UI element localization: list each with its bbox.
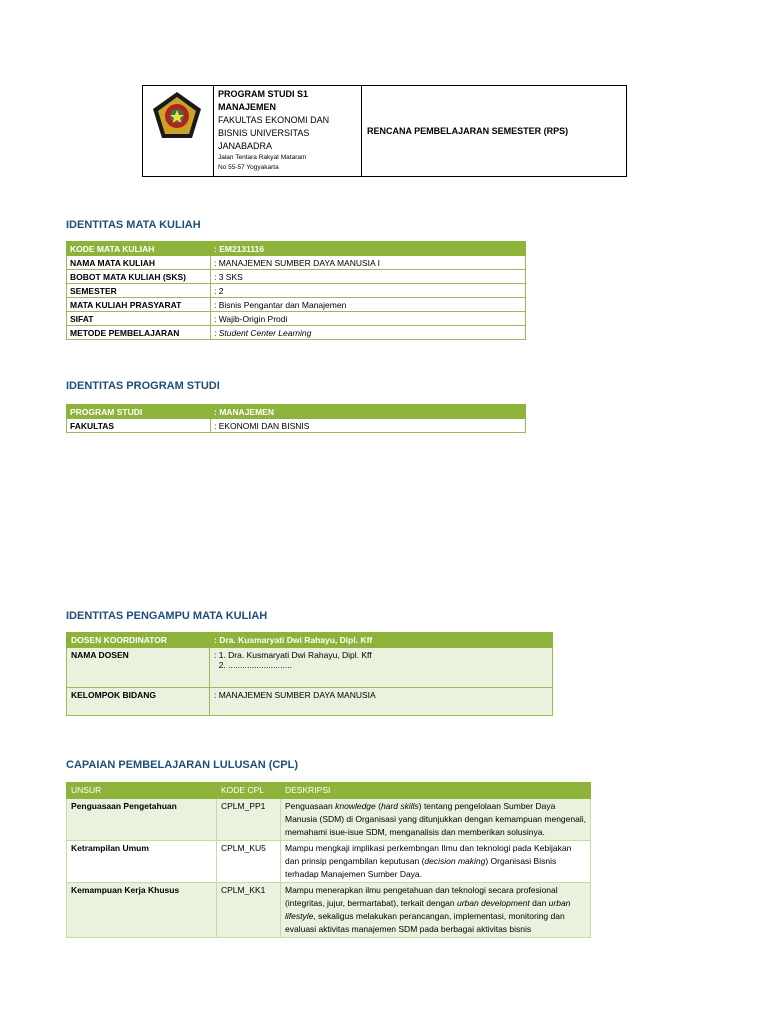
row-label: METODE PEMBELAJARAN	[67, 326, 211, 340]
row-value: : Dra. Kusmaryati Dwi Rahayu, Dipl. Kff	[210, 633, 553, 648]
row-value	[210, 648, 553, 688]
table-header-row	[67, 783, 591, 799]
program-line-2: MANAJEMEN	[218, 102, 277, 112]
table-row	[67, 270, 526, 284]
column-header: UNSUR	[67, 783, 217, 799]
cpl-deskripsi	[281, 883, 591, 938]
row-label: NAMA MATA KULIAH	[67, 256, 211, 270]
cpl-deskripsi	[281, 799, 591, 841]
row-label: MATA KULIAH PRASYARAT	[67, 298, 211, 312]
faculty-line-3: JANABADRA	[218, 141, 273, 151]
identitas-pengampu-table	[66, 632, 553, 716]
text-run: Mampu menerapkan ilmu pengetahuan dan teknologi secara profesional (integritas, jujur, bermartabat), terkait dengan	[285, 885, 558, 908]
row-label: KODE MATA KULIAH	[67, 242, 211, 256]
table-row	[67, 298, 526, 312]
table-row	[67, 841, 591, 883]
text-run-italic: urban development	[456, 898, 530, 908]
cpl-heading: CAPAIAN PEMBELAJARAN LULUSAN (CPL)	[66, 759, 299, 771]
row-value	[211, 326, 526, 340]
table-row	[67, 419, 526, 433]
row-value: : EM2131116	[211, 242, 526, 256]
document-title: RENCANA PEMBELAJARAN SEMESTER (RPS)	[367, 126, 569, 136]
text-run: ) Organisasi Bisnis terhadap Manajemen Sumber Daya.	[285, 856, 557, 879]
cpl-table	[66, 782, 591, 938]
row-value: : Bisnis Pengantar dan Manajemen	[211, 298, 526, 312]
table-row	[67, 799, 591, 841]
faculty-line-1: FAKULTAS EKONOMI DAN	[218, 115, 330, 125]
cpl-kode: CPLM_PP1	[217, 799, 281, 841]
row-value: : MANAJEMEN	[211, 405, 526, 419]
value-italic: Student Center Learning	[218, 327, 312, 338]
row-label: DOSEN KOORDINATOR	[67, 633, 210, 648]
table-row	[67, 883, 591, 938]
logo-cell	[143, 86, 214, 176]
row-label: NAMA DOSEN	[67, 648, 210, 688]
identitas-pengampu-heading: IDENTITAS PENGAMPU MATA KULIAH	[66, 610, 268, 622]
identitas-prodi-heading: IDENTITAS PROGRAM STUDI	[66, 380, 220, 392]
row-value: : 3 SKS	[211, 270, 526, 284]
row-label: FAKULTAS	[67, 419, 211, 433]
row-label: SIFAT	[67, 312, 211, 326]
cpl-kode: CPLM_KK1	[217, 883, 281, 938]
row-label: SEMESTER	[67, 284, 211, 298]
table-row	[67, 633, 553, 648]
identitas-prodi-table	[66, 404, 526, 433]
text-run: (	[375, 801, 381, 811]
text-run: Penguasaan	[285, 801, 336, 811]
row-label: KELOMPOK BIDANG	[67, 688, 210, 716]
institution-cell	[214, 86, 362, 176]
text-run: , sekaligus melakukan perancangan, implementasi, monitoring dan evaluasi aktivitas manajemen SDM pada berbagai aktivitas bisnis	[285, 911, 565, 934]
row-label: BOBOT MATA KULIAH (SKS)	[67, 270, 211, 284]
text-run-italic: knowledge	[335, 801, 376, 811]
address-line-2: No 55-57 Yogyakarta	[218, 164, 279, 171]
value-prefix: :	[214, 327, 219, 338]
faculty-line-2: BISNIS UNIVERSITAS	[218, 128, 310, 138]
identitas-mk-heading: IDENTITAS MATA KULIAH	[66, 219, 201, 231]
title-cell	[363, 86, 626, 176]
text-run-italic: decision making	[424, 856, 486, 866]
row-label: PROGRAM STUDI	[67, 405, 211, 419]
text-run-italic: hard skills	[380, 801, 419, 811]
table-row	[67, 284, 526, 298]
row-value: : MANAJEMEN SUMBER DAYA MANUSIA I	[211, 256, 526, 270]
table-row	[67, 648, 553, 688]
text-run: dan	[529, 898, 549, 908]
column-header: DESKRIPSI	[281, 783, 591, 799]
table-row	[67, 326, 526, 340]
program-line-1: PROGRAM STUDI S1	[218, 89, 309, 99]
cpl-kode: CPLM_KU5	[217, 841, 281, 883]
cpl-unsur: Ketrampilan Umum	[67, 841, 217, 883]
lecturer-2: 2. ...........................	[214, 660, 292, 670]
text-run-italic: urban lifestyle	[285, 898, 571, 921]
cpl-unsur: Penguasaan Pengetahuan	[67, 799, 217, 841]
cpl-unsur: Kemampuan Kerja Khusus	[67, 883, 217, 938]
university-seal-icon	[149, 89, 205, 145]
lecturer-1: : 1. Dra. Kusmaryati Dwi Rahayu, Dipl. Kff	[214, 650, 372, 660]
address-line-1: Jalan Tentara Rakyat Mataram	[218, 154, 307, 161]
column-header: KODE CPL	[217, 783, 281, 799]
table-row	[67, 405, 526, 419]
text-run: ) tentang pengelolaan Sumber Daya Manusia (SDM) di Organisasi yang ditunjukkan dengan kemampuan mengenali, memahami isue-isue SDM, menganalisis dan memberikan solusinya.	[285, 801, 586, 837]
text-run: Mampu mengkaji implikasi perkembngan Ilmu dan teknologi pada Kebijakan dan prinsip pengambilan keputusan (	[285, 843, 572, 866]
table-row	[67, 312, 526, 326]
row-value: : Wajib-Origin Prodi	[211, 312, 526, 326]
row-value: : MANAJEMEN SUMBER DAYA MANUSIA	[210, 688, 553, 716]
identitas-mk-table	[66, 241, 526, 340]
row-value: : 2	[211, 284, 526, 298]
table-row	[67, 242, 526, 256]
cpl-deskripsi	[281, 841, 591, 883]
table-row	[67, 688, 553, 716]
document-header	[142, 85, 627, 177]
table-row	[67, 256, 526, 270]
row-value: : EKONOMI DAN BISNIS	[211, 419, 526, 433]
